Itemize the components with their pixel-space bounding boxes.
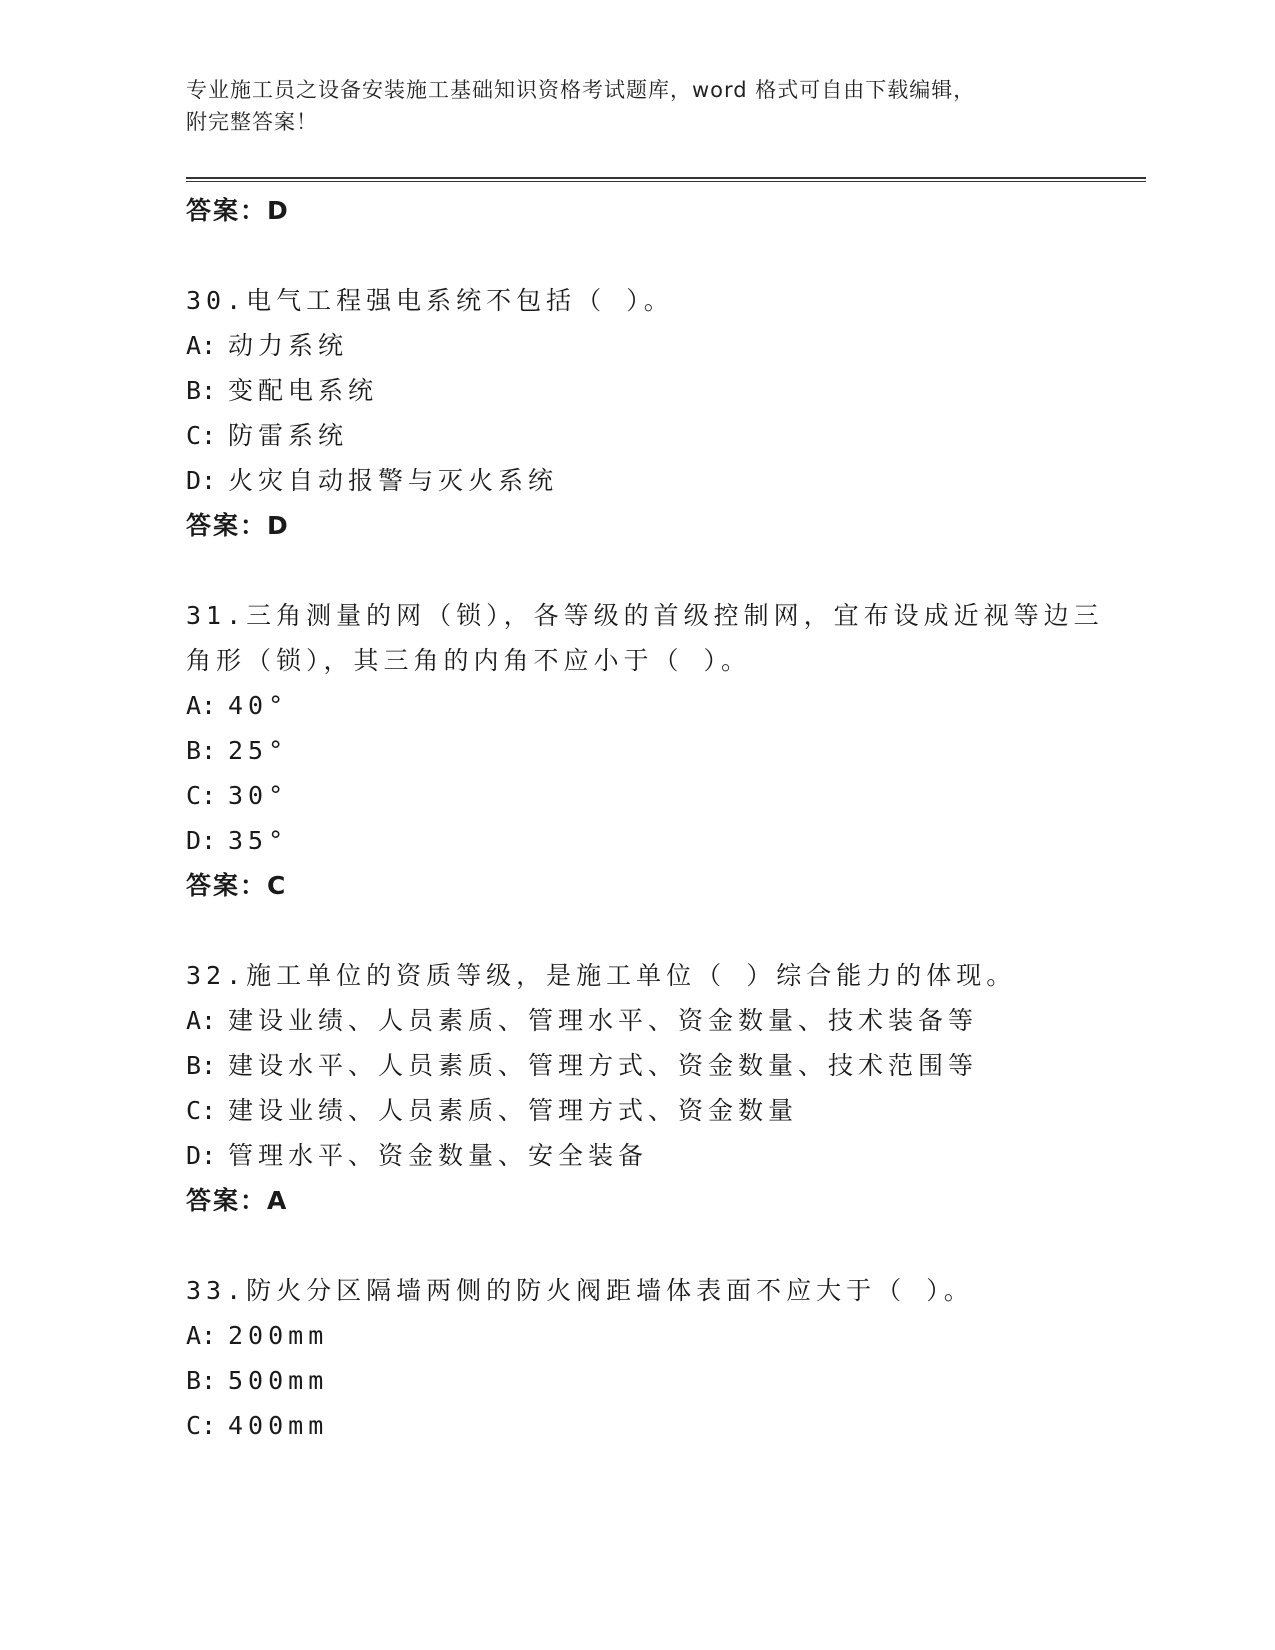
option-a	[186, 323, 1146, 368]
option-text: 动力系统	[228, 331, 349, 360]
question-30	[186, 278, 1146, 548]
option-key: A:	[186, 691, 217, 720]
spacer	[186, 548, 1146, 593]
question-stem: 31.三角测量的网（锁），各等级的首级控制网，宜布设成近视等边三	[186, 601, 1104, 630]
spacer	[186, 908, 1146, 953]
question-stem: 32.施工单位的资质等级，是施工单位（ ）综合能力的体现。	[186, 961, 1017, 990]
option-text: 建设业绩、人员素质、管理水平、资金数量、技术装备等	[228, 1006, 979, 1035]
option-b	[186, 1358, 1146, 1403]
question-32	[186, 953, 1146, 1223]
option-key: B:	[186, 376, 217, 405]
option-key: C:	[186, 1411, 217, 1440]
option-key: B:	[186, 1051, 217, 1080]
option-key: C:	[186, 421, 217, 450]
answer: 答案：D	[186, 511, 290, 540]
option-b	[186, 728, 1146, 773]
option-a	[186, 998, 1146, 1043]
option-text: 40°	[228, 691, 289, 720]
option-c	[186, 413, 1146, 458]
option-text: 400mm	[228, 1411, 329, 1440]
question-stem: 30.电气工程强电系统不包括（ ）。	[186, 286, 674, 315]
option-a	[186, 1313, 1146, 1358]
option-c	[186, 773, 1146, 818]
option-d	[186, 1133, 1146, 1178]
option-key: A:	[186, 331, 217, 360]
option-text: 建设水平、人员素质、管理方式、资金数量、技术范围等	[228, 1051, 979, 1080]
header-divider	[186, 177, 1146, 182]
question-33	[186, 1268, 1146, 1448]
option-key: D:	[186, 1141, 217, 1170]
option-key: D:	[186, 826, 217, 855]
question-stem: 33.防火分区隔墙两侧的防火阀距墙体表面不应大于（ ）。	[186, 1276, 974, 1305]
spacer	[186, 233, 1146, 278]
option-key: B:	[186, 1366, 217, 1395]
question-stem-continued: 角形（锁），其三角的内角不应小于（ ）。	[186, 646, 752, 675]
answer: 答案：A	[186, 1186, 289, 1215]
option-text: 变配电系统	[228, 376, 379, 405]
option-text: 建设业绩、人员素质、管理方式、资金数量	[228, 1096, 799, 1125]
header-line-2: 附完整答案！	[186, 110, 318, 134]
option-text: 30°	[228, 781, 289, 810]
option-c	[186, 1403, 1146, 1448]
question-31	[186, 593, 1146, 908]
option-d	[186, 818, 1146, 863]
previous-answer: 答案：D	[186, 196, 290, 225]
option-key: C:	[186, 1096, 217, 1125]
option-text: 管理水平、资金数量、安全装备	[228, 1141, 649, 1170]
option-b	[186, 368, 1146, 413]
option-key: A:	[186, 1006, 217, 1035]
option-text: 火灾自动报警与灭火系统	[228, 466, 559, 495]
document-header	[186, 74, 1086, 138]
option-key: D:	[186, 466, 217, 495]
question-list	[186, 188, 1146, 1448]
option-text: 25°	[228, 736, 289, 765]
option-key: C:	[186, 781, 217, 810]
option-key: A:	[186, 1321, 217, 1350]
option-b	[186, 1043, 1146, 1088]
option-c	[186, 1088, 1146, 1133]
option-key: B:	[186, 736, 217, 765]
option-text: 500mm	[228, 1366, 329, 1395]
option-text: 200mm	[228, 1321, 329, 1350]
option-d	[186, 458, 1146, 503]
option-a	[186, 683, 1146, 728]
option-text: 35°	[228, 826, 289, 855]
answer: 答案：C	[186, 871, 288, 900]
header-line-1: 专业施工员之设备安装施工基础知识资格考试题库，word 格式可自由下载编辑，	[186, 78, 976, 102]
spacer	[186, 1223, 1146, 1268]
option-text: 防雷系统	[228, 421, 349, 450]
